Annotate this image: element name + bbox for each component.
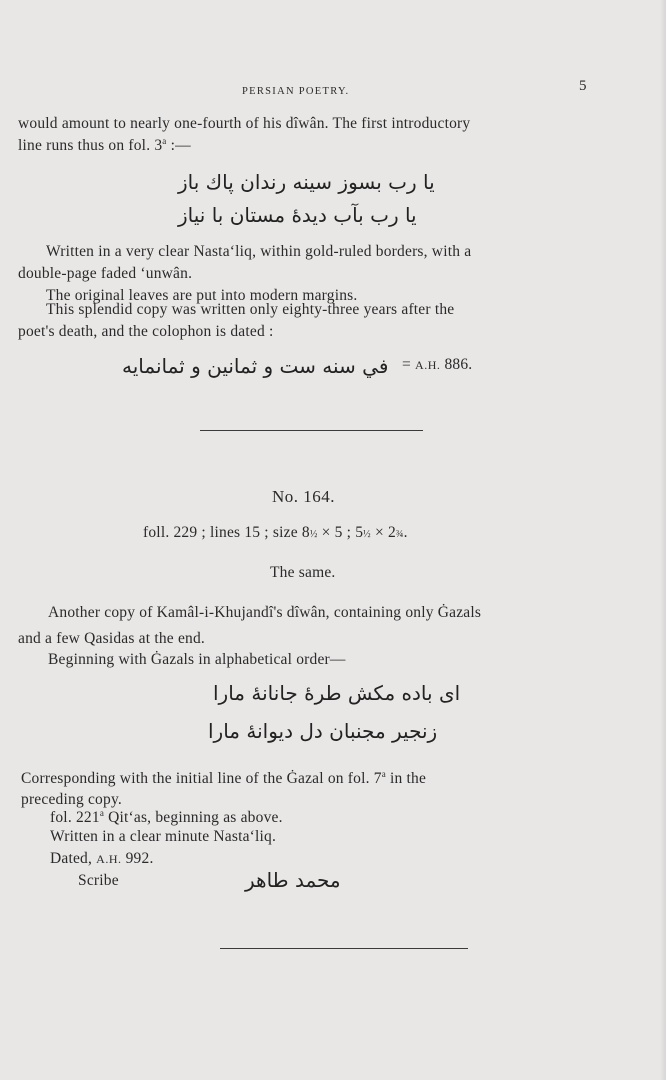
text-line: double-page faded ‘unwân. [18, 265, 193, 282]
scribe-label: Scribe [78, 872, 119, 889]
text-line: Dated, A.H. 992. [50, 850, 154, 867]
persian-verse: یا رب بآب دیدهٔ مستان با نیاز [178, 203, 417, 227]
text-line: Beginning with Ġazals in alphabetical order— [48, 651, 346, 668]
colophon-arabic: في سنه ست و ثمانین و ثمانمایه [122, 354, 389, 378]
text-line: poet's death, and the colophon is dated : [18, 323, 274, 340]
scribe-name: محمد طاهر [245, 868, 341, 892]
page-edge [660, 0, 666, 1080]
persian-verse: یا رب بسوز سینه رندان پاك باز [178, 170, 435, 194]
page-number: 5 [579, 78, 587, 94]
text-line: The original leaves are put into modern margins. [46, 287, 358, 304]
persian-verse: زنجیر مجنبان دل دیوانهٔ مارا [208, 719, 438, 743]
text-line: fol. 221$^a$ Qit‘as, beginning as above. [50, 808, 283, 827]
text-line: and a few Qasidas at the end. [18, 630, 205, 647]
running-title: PERSIAN POETRY. [242, 86, 350, 97]
text-line: Another copy of Kamâl-i-Khujandî's dîwân, containing only Ġazals [48, 604, 482, 621]
entry-number: No. 164. [272, 487, 336, 506]
persian-verse: ای باده مکش طرهٔ جانانهٔ مارا [213, 681, 461, 705]
text-line: would amount to nearly one-fourth of his dîwân. The first introductory [18, 115, 471, 132]
text-line: preceding copy. [21, 791, 122, 808]
text-line: Written in a very clear Nasta‘liq, within gold-ruled borders, with a [46, 243, 472, 260]
entry-description: foll. 229 ; lines 15 ; size 8½ × 5 ; 5½ × 2¾. [143, 524, 408, 541]
section-divider [200, 430, 423, 431]
text-line: Written in a clear minute Nasta‘liq. [50, 828, 277, 845]
text-line: This splendid copy was written only eighty-three years after the [46, 301, 455, 318]
text-line: line runs thus on fol. 3$^a$ :— [18, 136, 191, 155]
entry-same: The same. [270, 564, 336, 581]
text-line: Corresponding with the initial line of the Ġazal on fol. 7$^a$ in the [21, 769, 427, 788]
colophon-date: = A.H. 886. [402, 356, 473, 373]
section-divider [220, 948, 468, 949]
